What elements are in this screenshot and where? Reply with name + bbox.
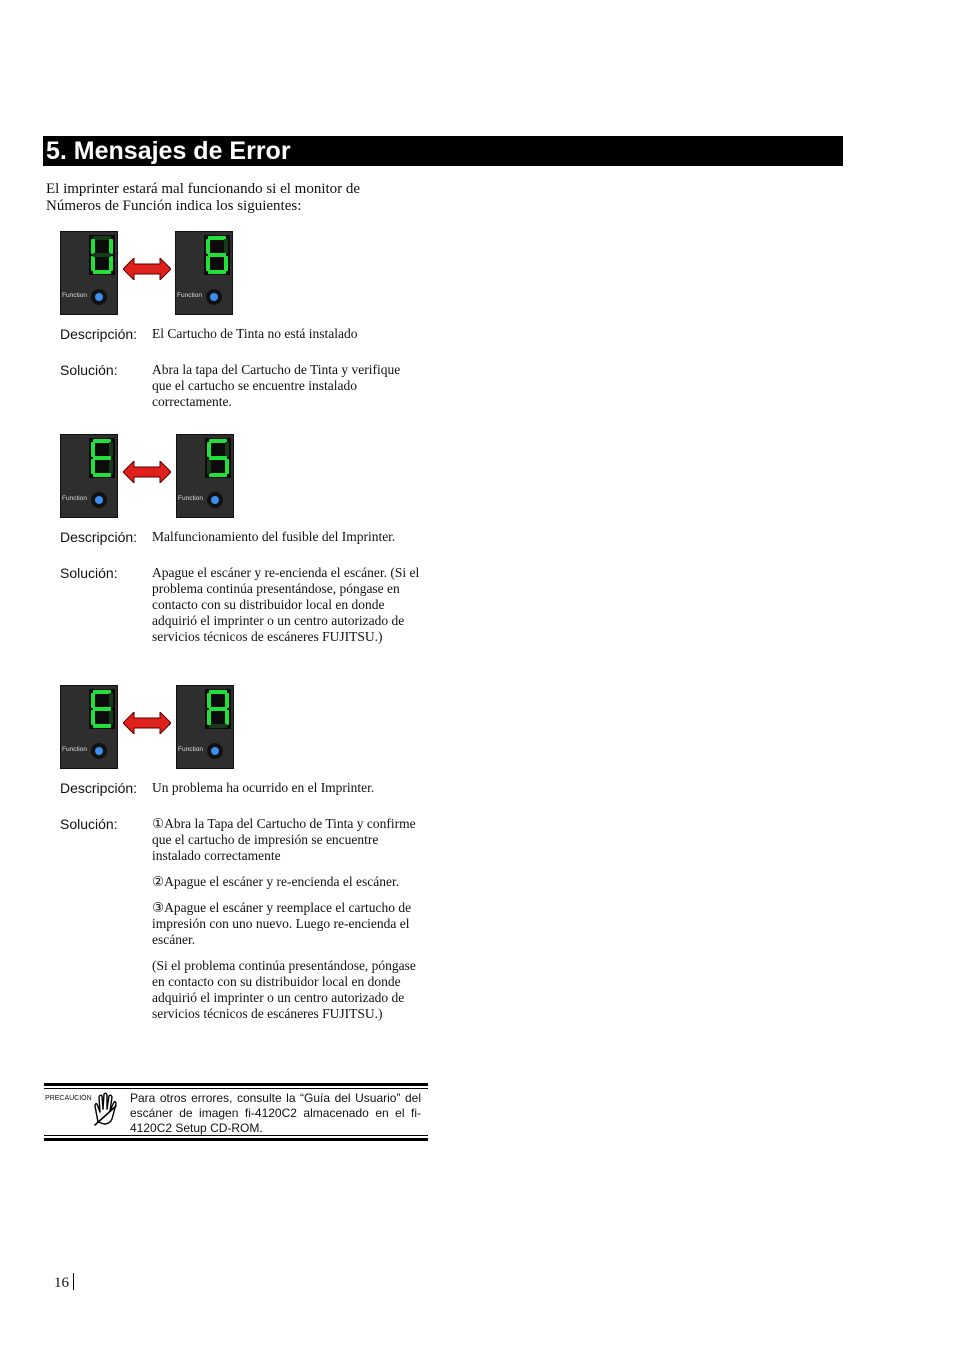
solution-text [152, 362, 422, 420]
segment-e [207, 710, 211, 725]
solution-label: Solución: [60, 565, 118, 581]
segment-e [91, 710, 95, 725]
caution-box [44, 1083, 428, 1141]
description-text: Un problema ha ocurrido en el Imprinter. [152, 780, 375, 795]
segment-d [93, 473, 111, 477]
segment-f [206, 239, 210, 254]
function-button[interactable] [206, 289, 222, 305]
solution-paragraph: Abra la tapa del Cartucho de Tinta y verifique que el cartucho se encuentre instalado correctamente. [152, 362, 401, 409]
function-label: Function [62, 292, 87, 299]
function-button[interactable] [91, 743, 107, 759]
description-label: Descripción: [60, 326, 138, 342]
segment-e [91, 256, 95, 271]
solution-text [152, 565, 422, 655]
function-label: Function [177, 292, 202, 299]
solution-step-1: ①Abra la Tapa del Cartucho de Tinta y confirme que el cartucho de impresión se encuentre instalado correctamente [152, 816, 416, 863]
segment-a [209, 690, 227, 694]
caution-label: PRECAUCIÓN [45, 1095, 92, 1102]
segment-c [109, 459, 113, 474]
segment-f [207, 442, 211, 457]
solution-text [152, 816, 422, 1032]
segment-f [91, 693, 95, 708]
solution-step-3: ③Apague el escáner y reemplace el cartucho de impresión con uno nuevo. Luego re-encienda el escáner. [152, 900, 412, 947]
solution-label: Solución: [60, 816, 118, 832]
segment-c [224, 256, 228, 271]
function-panel-left [60, 434, 118, 518]
seven-segment-digit [205, 438, 231, 478]
segment-e [91, 459, 95, 474]
function-panel-left [60, 685, 118, 769]
segment-g [208, 253, 226, 257]
function-panel-left [60, 231, 118, 315]
segment-b [225, 442, 229, 457]
solution-paragraph: Apague el escáner y re-encienda el escáner. (Si el problema continúa presentándose, póngase en contacto con su distribuidor local en donde adquirió el imprinter o un centro autorizado de servicios técnicos de escáneres FUJITSU.) [152, 565, 420, 644]
function-panel-right [176, 434, 234, 518]
segment-f [91, 239, 95, 254]
function-button[interactable] [91, 492, 107, 508]
function-label: Function [178, 495, 203, 502]
segment-d [93, 270, 111, 274]
segment-e [207, 459, 211, 474]
description-label: Descripción: [60, 529, 138, 545]
double-arrow-icon [123, 712, 171, 734]
segment-a [93, 439, 111, 443]
error-display-pair-2 [60, 434, 240, 518]
solution-note: (Si el problema continúa presentándose, póngase en contacto con su distribuidor local en donde adquirió el imprinter o un centro autorizado de servicios técnicos de escáneres FUJITSU.) [152, 958, 416, 1021]
segment-f [207, 693, 211, 708]
segment-a [93, 690, 111, 694]
function-button[interactable] [91, 289, 107, 305]
function-label: Function [62, 746, 87, 753]
segment-f [91, 442, 95, 457]
segment-b [109, 239, 113, 254]
segment-a [209, 439, 227, 443]
section-title: 5. Mensajes de Error [43, 136, 843, 166]
caution-text: Para otros errores, consulte la “Guía del Usuario” del escáner de imagen fi-4120C2 almacenado en el fi-4120C2 Setup CD-ROM. [130, 1091, 421, 1135]
segment-c [225, 710, 229, 725]
page-number: 16 [54, 1273, 74, 1292]
seven-segment-digit [89, 438, 115, 478]
solution-step-2: ②Apague el escáner y re-encienda el escáner. [152, 874, 400, 889]
segment-d [93, 724, 111, 728]
function-button[interactable] [207, 743, 223, 759]
segment-a [208, 236, 226, 240]
function-label: Function [62, 495, 87, 502]
seven-segment-digit [89, 689, 115, 729]
function-button[interactable] [207, 492, 223, 508]
description-text: El Cartucho de Tinta no está instalado [152, 326, 358, 341]
solution-label: Solución: [60, 362, 118, 378]
segment-d [209, 473, 227, 477]
description-label: Descripción: [60, 780, 138, 796]
caution-hand-icon [92, 1092, 118, 1126]
intro-paragraph: El imprinter estará mal funcionando si el monitor de Números de Función indica los siguientes: [46, 181, 361, 214]
double-arrow-icon [123, 461, 171, 483]
segment-g [93, 707, 111, 711]
segment-b [109, 442, 113, 457]
double-arrow-icon [123, 258, 171, 280]
seven-segment-digit [89, 235, 115, 275]
segment-g [209, 707, 227, 711]
description-text: Malfuncionamiento del fusible del Imprinter. [152, 529, 396, 544]
segment-c [109, 710, 113, 725]
segment-d [209, 724, 227, 728]
segment-g [93, 456, 111, 460]
error-display-pair-1 [60, 231, 240, 315]
segment-b [225, 693, 229, 708]
function-panel-right [176, 685, 234, 769]
segment-c [109, 256, 113, 271]
segment-b [224, 239, 228, 254]
seven-segment-digit [205, 689, 231, 729]
error-display-pair-3 [60, 685, 240, 769]
segment-g [209, 456, 227, 460]
segment-c [225, 459, 229, 474]
segment-g [93, 253, 111, 257]
segment-e [206, 256, 210, 271]
function-panel-right [175, 231, 233, 315]
seven-segment-digit [204, 235, 230, 275]
function-label: Function [178, 746, 203, 753]
segment-b [109, 693, 113, 708]
segment-d [208, 270, 226, 274]
segment-a [93, 236, 111, 240]
